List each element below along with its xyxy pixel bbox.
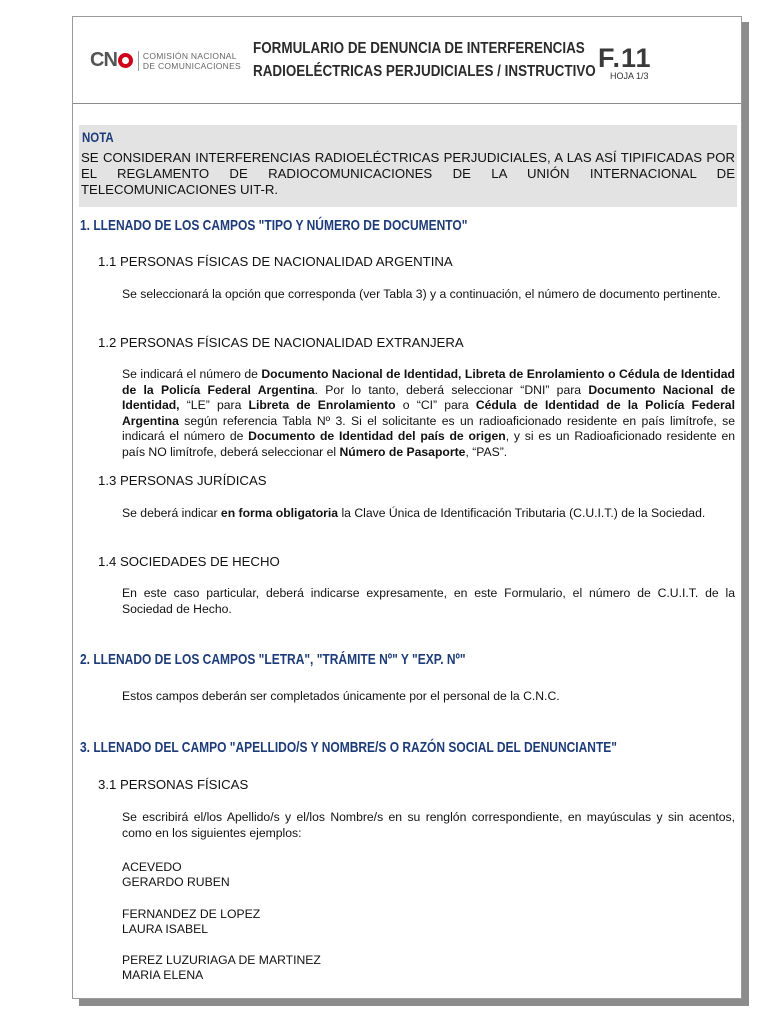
logo-line-2: DE COMUNICACIONES xyxy=(142,60,242,71)
text-run: Se indicará el número de xyxy=(122,367,262,381)
bold-run: Documento Nacional de Identidad, Libreta de Enrolamiento o Cédula de Identidad de la Policía Federal Argentina xyxy=(122,367,735,397)
bold-run: en forma obligatoria xyxy=(220,506,339,520)
section-1-title: 1. LLENADO DE LOS CAMPOS "TIPO Y NÚMERO DE DOCUMENTO" xyxy=(80,217,468,234)
section-1-3-title: 1.3 PERSONAS JURÍDICAS xyxy=(98,473,267,488)
example-3 xyxy=(122,953,321,982)
sheet-number: HOJA 1/3 xyxy=(610,71,649,81)
cnc-logo xyxy=(90,49,241,72)
text-run: Se deberá indicar xyxy=(122,506,221,520)
bold-run: Número de Pasaporte xyxy=(339,444,466,459)
section-1-1-title: 1.1 PERSONAS FÍSICAS DE NACIONALIDAD ARGENTINA xyxy=(98,254,453,269)
section-2-text: Estos campos deberán ser completados únicamente por el personal de la C.N.C. xyxy=(122,689,560,703)
text-run: según referencia Tabla Nº 3. Si el solicitante es un radioaficionado residente en país limítrofe, se indicará el número de xyxy=(122,413,735,443)
example-1 xyxy=(122,860,230,889)
logo-letters: CN xyxy=(90,49,117,71)
form-title xyxy=(253,37,596,83)
note-text: SE CONSIDERAN INTERFERENCIAS RADIOELÉCTRICAS PERJUDICIALES, A LAS ASÍ TIPIFICADAS POR EL REGLAMENTO DE RADIOCOMUNICACIONES DE LA UNIÓN INTERNACIONAL DE TELECOMUNICACIONES UIT-R. xyxy=(81,150,735,197)
logo-text xyxy=(138,51,241,71)
section-1-1-text: Se seleccionará la opción que corresponda (ver Tabla 3) y a continuación, el número de documento pertinente. xyxy=(122,287,721,301)
bold-run: Cédula de Identidad de la Policía Federal Argentina xyxy=(122,398,735,428)
section-3-1-text: Se escribirá el/los Apellido/s y el/los Nombre/s en su renglón correspondiente, en mayúsculas y sin acentos, como en los siguientes ejemplos: xyxy=(122,810,735,840)
section-1-2-text xyxy=(122,367,735,460)
form-code: F.11 xyxy=(598,43,652,73)
text-run: “LE” para xyxy=(179,398,249,412)
example-2 xyxy=(122,907,260,936)
logo-mark xyxy=(90,49,133,72)
example-surname: ACEVEDO xyxy=(122,860,182,874)
example-name: LAURA ISABEL xyxy=(122,921,209,936)
section-1-2-title: 1.2 PERSONAS FÍSICAS DE NACIONALIDAD EXTRANJERA xyxy=(98,335,464,350)
section-3-1-title: 3.1 PERSONAS FÍSICAS xyxy=(98,777,249,792)
text-run: la Clave Única de Identificación Tributaria (C.U.I.T.) de la Sociedad. xyxy=(338,506,706,520)
example-surname: PEREZ LUZURIAGA DE MARTINEZ xyxy=(122,953,321,967)
logo-line-1: COMISIÓN NACIONAL xyxy=(142,50,237,61)
section-2-title: 2. LLENADO DE LOS CAMPOS "LETRA", "TRÁMITE Nº" Y "EXP. Nº" xyxy=(80,651,466,668)
section-1-3-text xyxy=(122,506,735,522)
bold-run: Libreta de Enrolamiento xyxy=(248,398,396,412)
form-title-line-2: RADIOELÉCTRICAS PERJUDICIALES / INSTRUCTIVO xyxy=(253,63,596,80)
form-title-line-1: FORMULARIO DE DENUNCIA DE INTERFERENCIAS xyxy=(253,40,585,57)
example-name: GERARDO RUBEN xyxy=(122,874,230,889)
note-title: NOTA xyxy=(82,129,114,145)
section-3-title: 3. LLENADO DEL CAMPO "APELLIDO/S Y NOMBRE/S O RAZÓN SOCIAL DEL DENUNCIANTE" xyxy=(80,739,617,756)
bold-run: Documento Nacional de Identidad, xyxy=(122,382,736,412)
text-run: . Por lo tanto, deberá seleccionar “DNI” para xyxy=(314,382,589,397)
text-run: , “PAS”. xyxy=(465,444,508,459)
example-surname: FERNANDEZ DE LOPEZ xyxy=(122,907,261,921)
note-box xyxy=(79,125,737,207)
section-1-4-title: 1.4 SOCIEDADES DE HECHO xyxy=(98,554,280,569)
form-header xyxy=(73,17,741,104)
bold-run: Documento de Identidad del país de origen xyxy=(248,429,506,443)
section-1-4-text: En este caso particular, deberá indicarse expresamente, en este Formulario, el número de C.U.I.T. de la Sociedad de Hecho. xyxy=(122,586,735,616)
text-run: o “CI” para xyxy=(395,398,476,412)
logo-dot-icon xyxy=(118,53,133,68)
text-run: , y si es un Radioaficionado residente en país NO limítrofe, deberá seleccionar el xyxy=(122,429,736,459)
example-name: MARIA ELENA xyxy=(122,967,204,982)
document-page xyxy=(72,16,742,999)
